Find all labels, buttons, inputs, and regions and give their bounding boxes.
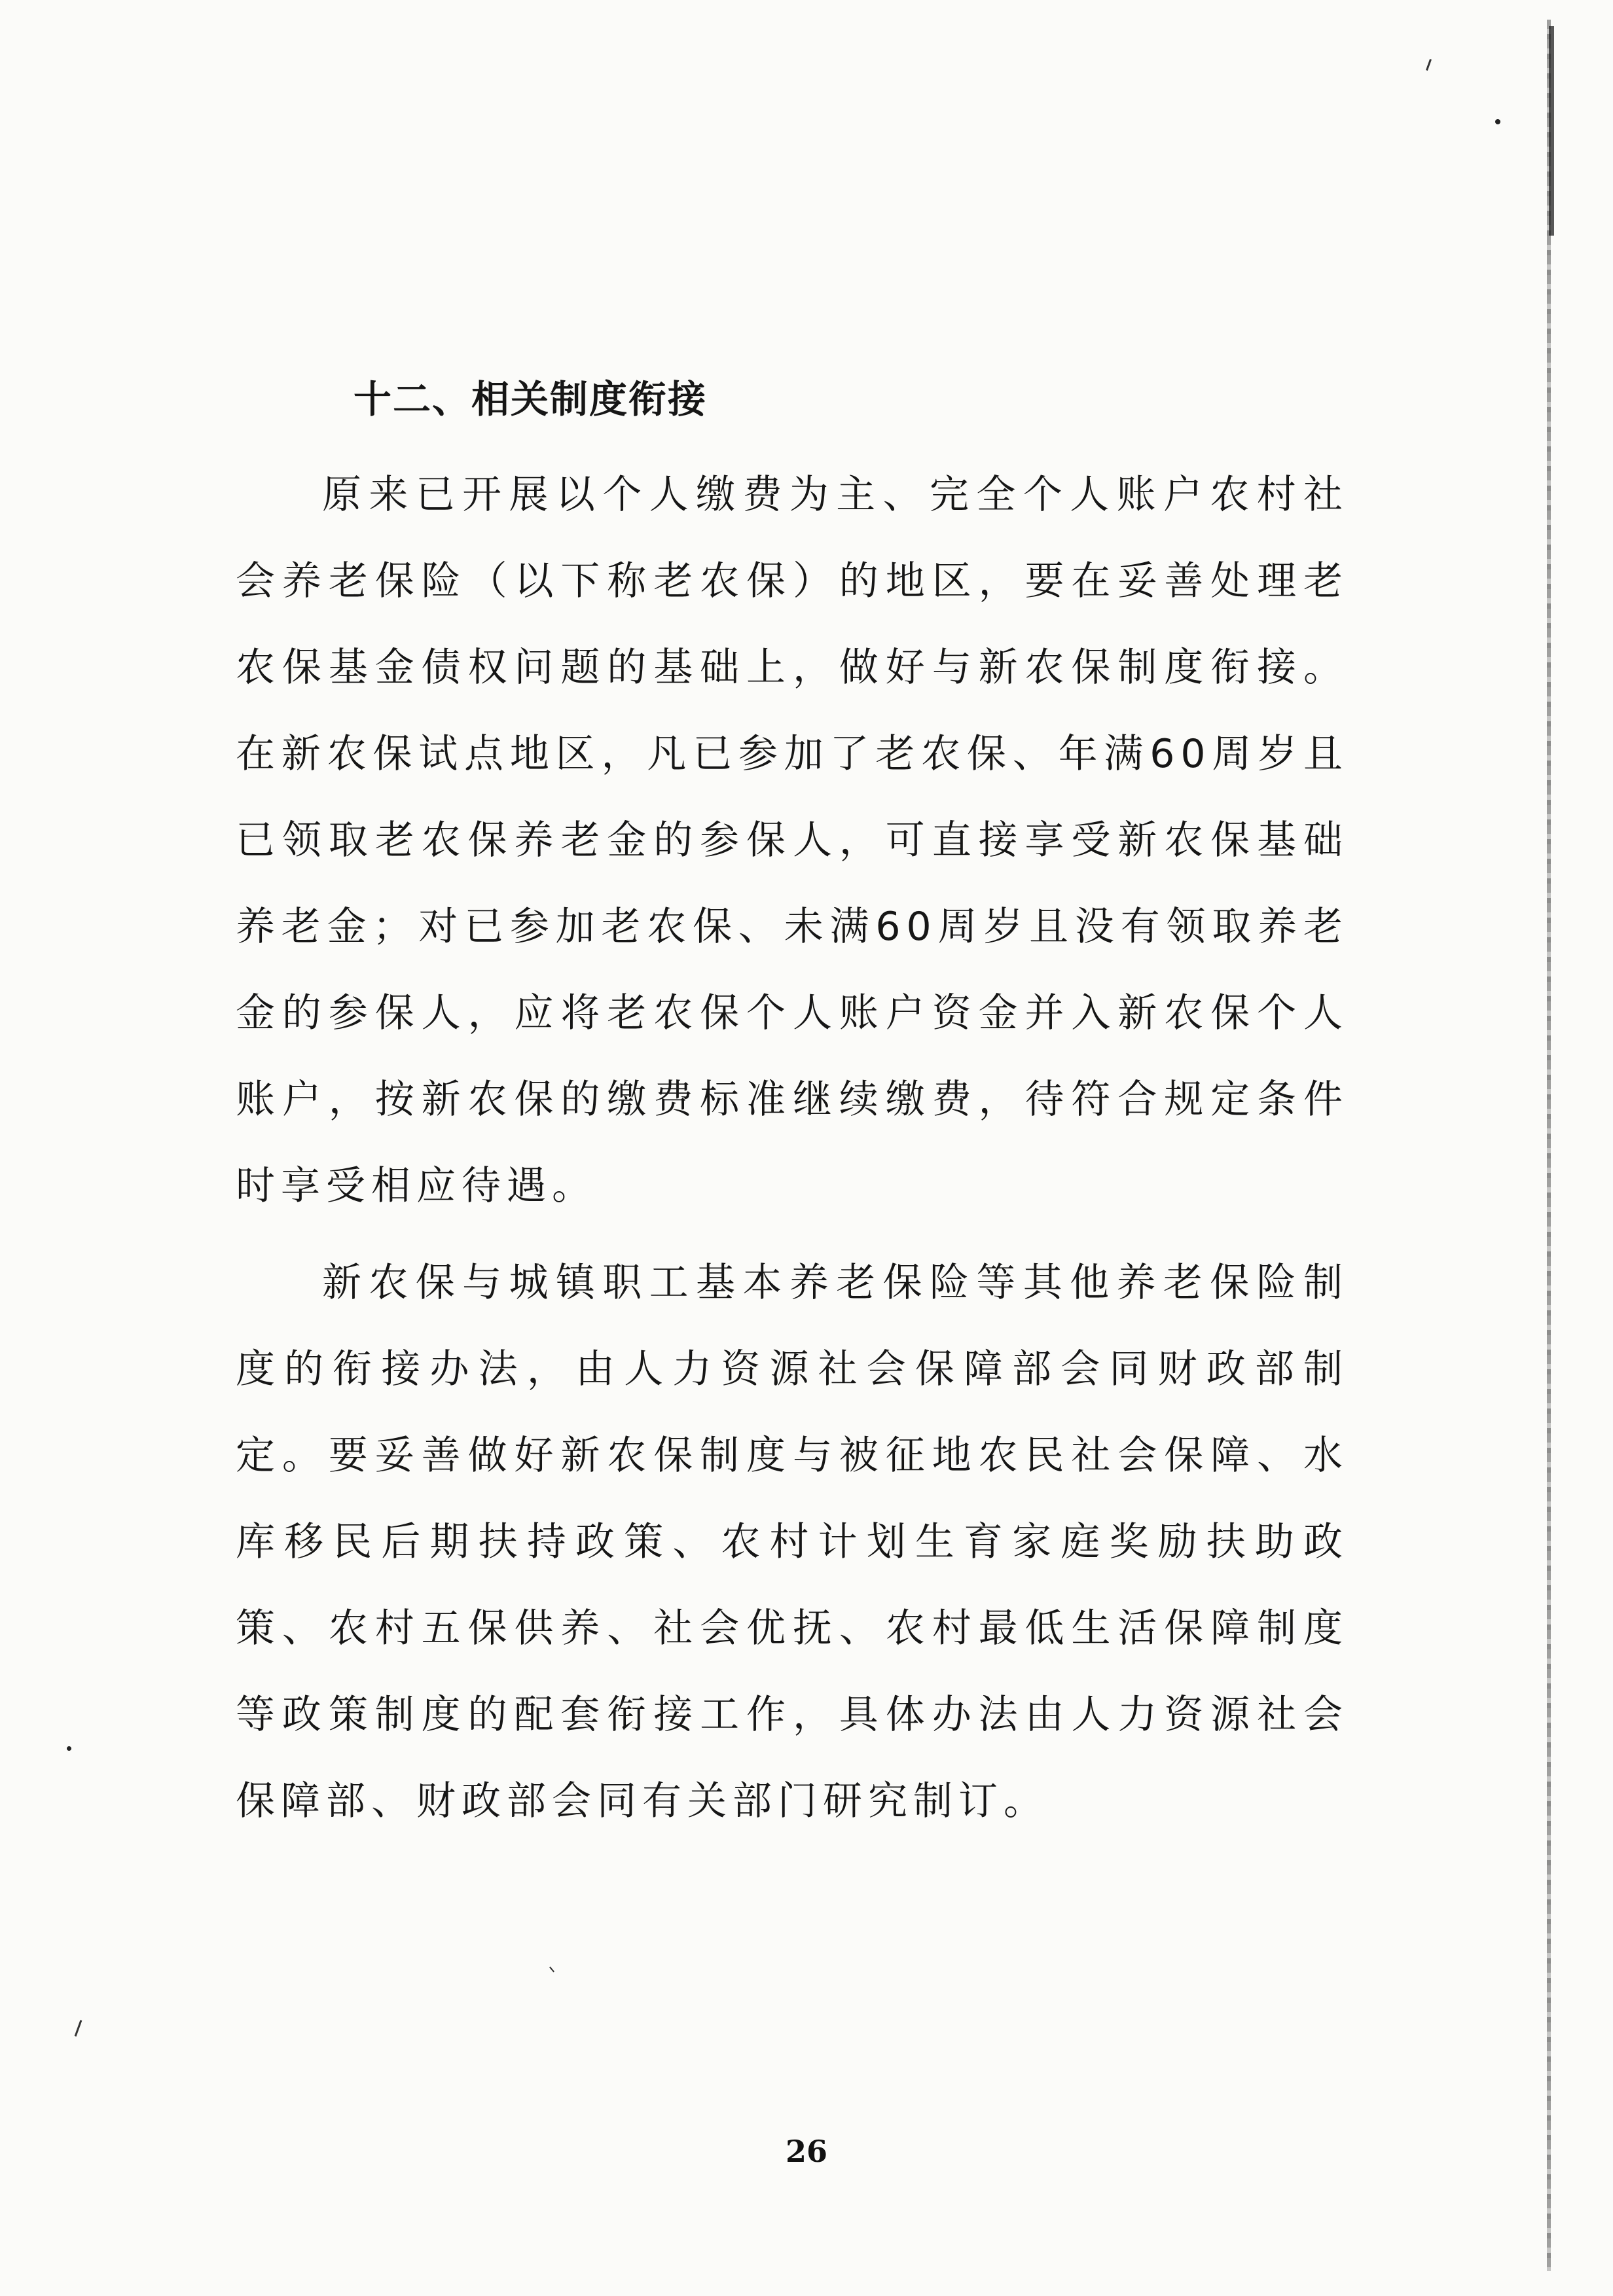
scan-mark [75,2020,82,2036]
scan-mark [549,1967,554,1973]
scan-speck [1495,119,1500,124]
page-number: 26 [785,2134,827,2169]
paragraph-2: 新农保与城镇职工基本养老保险等其他养老保险制度的衔接办法，由人力资源社会保障部会同财政部制定。要妥善做好新农保制度与被征地农民社会保障、水库移民后期扶持政策、农村计划生育家庭奖励扶助政策、农村五保供养、社会优抚、农村最低生活保障制度等政策制度的配套衔接工作，具体办法由人力资源社会保障部、财政部会同有关部门研究制订。 [236,1260,1349,1824]
scan-edge-shadow [1547,20,1551,2271]
scan-speck [67,1746,71,1751]
scan-edge-dark-segment [1549,26,1554,236]
paragraph-1: 原来已开展以个人缴费为主、完全个人账户农村社会养老保险（以下称老农保）的地区，要在妥善处理老农保基金债权问题的基础上，做好与新农保制度衔接。在新农保试点地区，凡已参加了老农保、年满60周岁且已领取老农保养老金的参保人，可直接享受新农保基础养老金；对已参加老农保、未满60周岁且没有领取养老金的参保人，应将老农保个人账户资金并入新农保个人账户，按新农保的缴费标准继续缴费，待符合规定条件时享受相应待遇。 [236,472,1349,1209]
section-heading: 十二、相关制度衔接 [353,377,708,422]
document-body [236,367,1349,1844]
scan-mark [1426,59,1432,71]
